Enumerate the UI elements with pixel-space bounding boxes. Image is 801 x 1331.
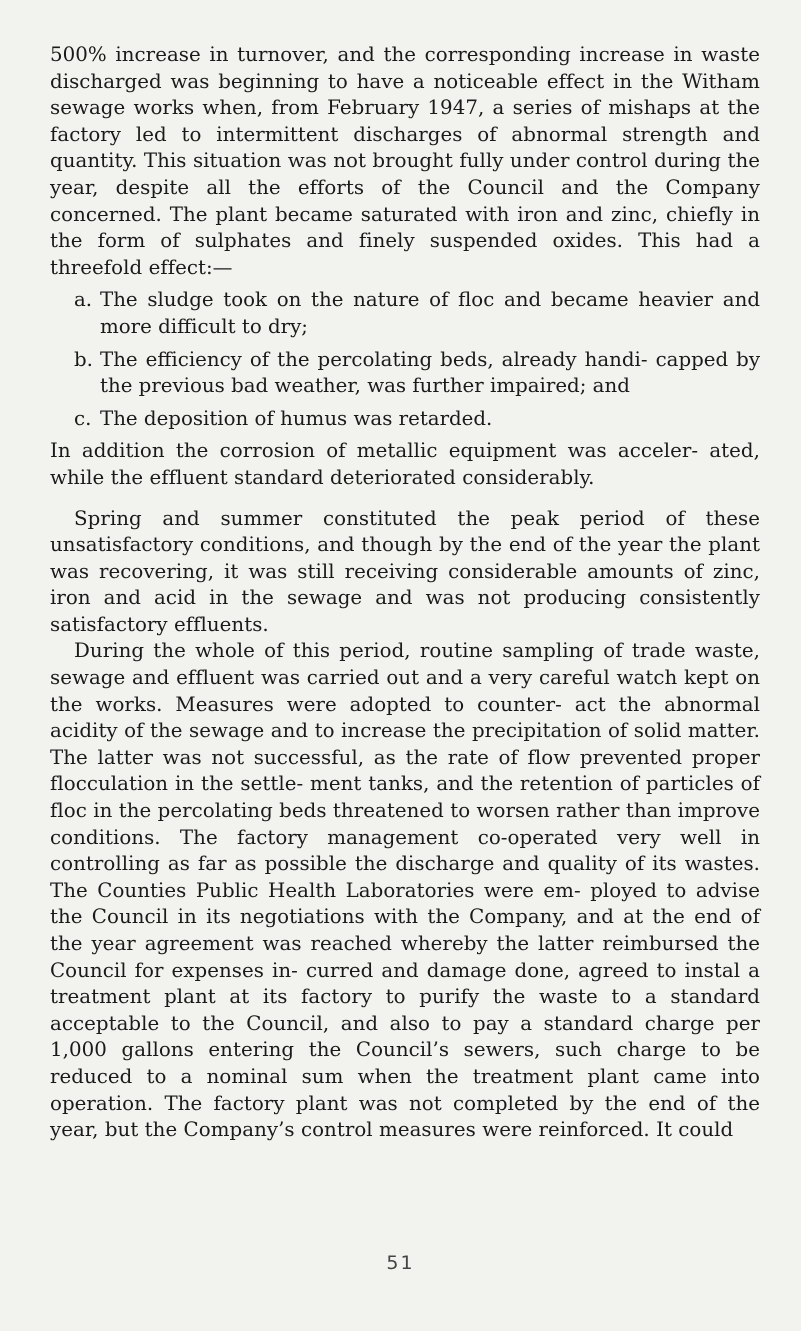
list-item: [50, 287, 760, 340]
page-number: 51: [386, 1252, 415, 1274]
list-item-text: The sludge took on the nature of floc and became heavier and more difficult to dry;: [100, 288, 760, 338]
paragraph-4: During the whole of this period, routine sampling of trade waste, sewage and effluent was carried out and a very careful watch kept on the works. Measures were adopted to counter- act the abnormal acidity of the sewage and to increase the precipitation of solid matter. The latter was not successful, as the rate of flow prevented proper flocculation in the settle- ment tanks, and the retention of particles of floc in the percolating beds threatened to worsen rather than improve conditions. The factory management co-operated very well in controlling as far as possible the discharge and quality of its wastes. The Counties Public Health Laboratories were em- ployed to advise the Council in its negotiations with the Company, and at the end of the year agreement was reached whereby the latter reimbursed the Council for expenses in- curred and damage done, agreed to instal a treatment plant at its factory to purify the waste to a standard acceptable to the Council, and also to pay a standard charge per 1,000 gallons entering the Council’s sewers, such charge to be reduced to a nominal sum when the treatment plant came into operation. The factory plant was not completed by the end of the year, but the Company’s control measures were reinforced. It could: [50, 639, 760, 1142]
effects-list: [50, 287, 760, 432]
document-page: [50, 42, 760, 1144]
list-item: [50, 406, 760, 433]
list-marker: b.: [74, 347, 93, 371]
paragraph-2: In addition the corrosion of metallic equipment was acceler- ated, while the effluent standard deteriorated considerably.: [50, 439, 760, 489]
list-marker: a.: [74, 288, 93, 312]
list-item-text: The efficiency of the percolating beds, already handi- capped by the previous bad weather, was further impaired; and: [100, 347, 760, 398]
list-marker: c.: [74, 406, 92, 430]
paragraph-1: 500% increase in turnover, and the corresponding increase in waste discharged was beginning to have a noticeable effect in the Witham sewage works when, from February 1947, a series of mishaps at the factory led to intermittent discharges of abnormal strength and quantity. This situation was not brought fully under control during the year, despite all the efforts of the Council and the Company concerned. The plant became saturated with iron and zinc, chiefly in the form of sulphates and finely suspended oxides. This had a threefold effect:—: [50, 43, 760, 279]
list-item: [50, 347, 760, 400]
paragraph-3: Spring and summer constituted the peak period of these unsatisfactory conditions, and though by the end of the year the plant was recovering, it was still receiving considerable amounts of zinc, iron and acid in the sewage and was not producing consistently satisfactory effluents.: [50, 506, 760, 636]
list-item-text: The deposition of humus was retarded.: [100, 406, 493, 430]
